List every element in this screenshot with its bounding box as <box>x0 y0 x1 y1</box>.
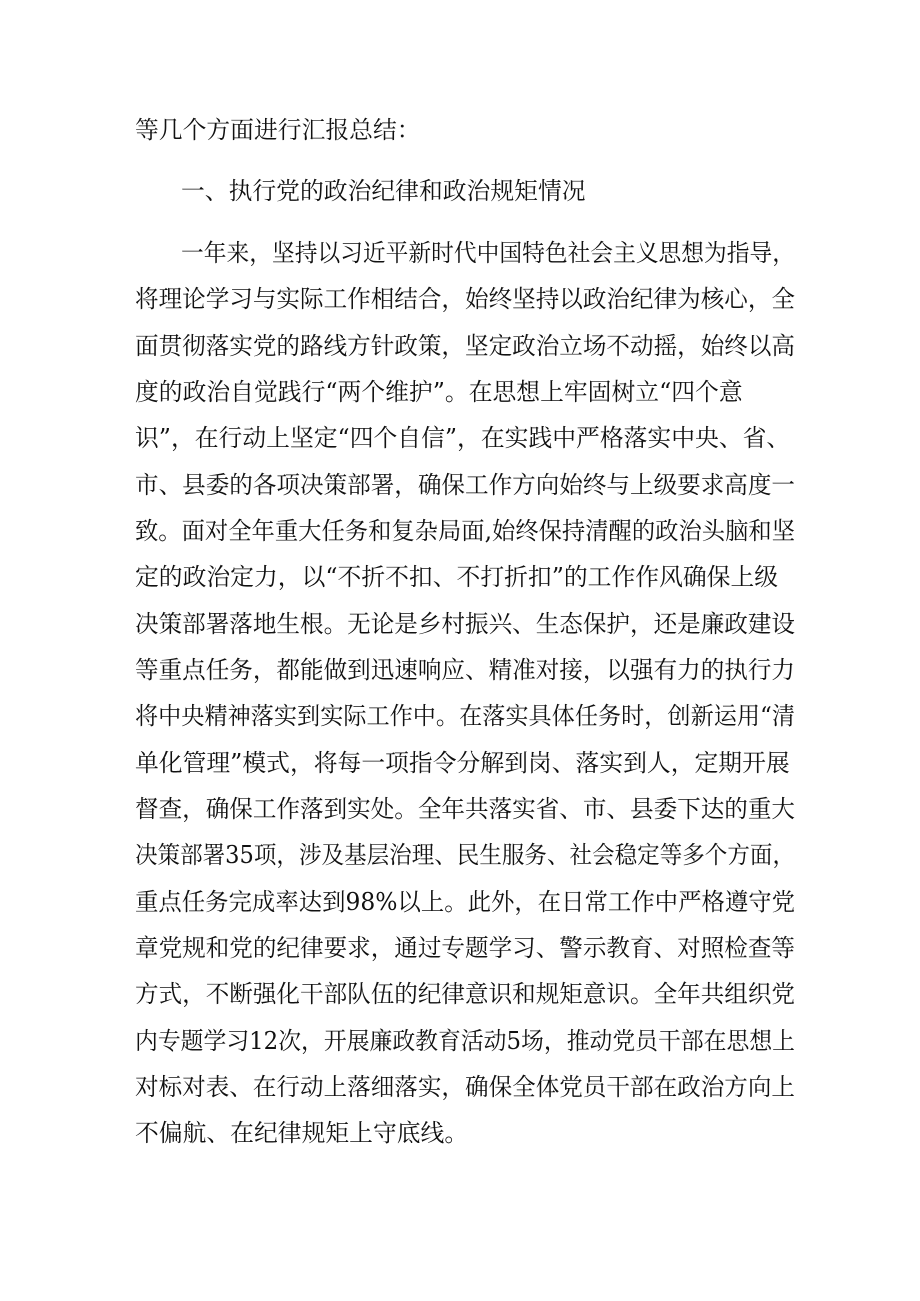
text-line-content: 内专题学习12次，开展廉政教育活动5场，推动党员干部在思想上 <box>135 1027 795 1055</box>
text-line <box>0 647 920 693</box>
text-line <box>0 879 920 925</box>
text-line <box>0 554 920 600</box>
section-heading <box>0 168 920 214</box>
text-line-content: 督查，确保工作落到实处。全年共落实省、市、县委下达的重大 <box>135 795 795 823</box>
text-line <box>0 971 920 1017</box>
text-line-content: 将中央精神落实到实际工作中。在落实具体任务时，创新运用“清 <box>135 702 795 730</box>
section-heading-text: 一、执行党的政治纪律和政治规矩情况 <box>181 177 586 205</box>
paragraph-first-line <box>0 230 920 276</box>
text-line <box>0 369 920 415</box>
text-line-content: 度的政治自觉践行“两个维护”。在思想上牢固树立“四个意 <box>135 378 743 406</box>
text-line <box>0 925 920 971</box>
text-line-content: 识”，在行动上坚定“四个自信”，在实践中严格落实中央、省、 <box>135 424 791 452</box>
text-line-content: 面贯彻落实党的路线方针政策，坚定政治立场不动摇，始终以高 <box>135 332 795 360</box>
text-line-content: 致。面对全年重大任务和复杂局面,始终保持清醒的政治头脑和坚 <box>135 517 795 545</box>
text-line <box>0 832 920 878</box>
text-line-content: 方式，不断强化干部队伍的纪律意识和规矩意识。全年共组织党 <box>135 980 795 1008</box>
text-line <box>0 415 920 461</box>
text-line-content: 章党规和党的纪律要求，通过专题学习、警示教育、对照检查等 <box>135 934 795 962</box>
text-line-content: 决策部署35项，涉及基层治理、民生服务、社会稳定等多个方面， <box>135 841 795 869</box>
text-line-content: 不偏航、在纪律规矩上守底线。 <box>135 1119 469 1147</box>
text-line <box>0 1064 920 1110</box>
text-line-content: 重点任务完成率达到98%以上。此外，在日常工作中严格遵守党 <box>135 888 795 916</box>
text-line-content: 等几个方面进行汇报总结： <box>135 116 421 144</box>
text-line <box>0 1018 920 1064</box>
text-line-content: 定的政治定力，以“不折不扣、不打折扣”的工作作风确保上级 <box>135 563 779 591</box>
text-line <box>0 276 920 322</box>
text-line <box>0 693 920 739</box>
text-line <box>0 786 920 832</box>
text-line-content: 一年来，坚持以习近平新时代中国特色社会主义思想为指导， <box>181 239 795 267</box>
text-line <box>0 508 920 554</box>
text-line <box>0 462 920 508</box>
text-line-content: 单化管理”模式，将每一项指令分解到岗、落实到人，定期开展 <box>135 749 790 777</box>
text-line-content: 对标对表、在行动上落细落实，确保全体党员干部在政治方向上 <box>135 1073 795 1101</box>
text-line <box>0 601 920 647</box>
text-line-content: 决策部署落地生根。无论是乡村振兴、生态保护，还是廉政建设 <box>135 610 795 638</box>
text-line <box>0 1110 920 1156</box>
text-line-content: 等重点任务，都能做到迅速响应、精准对接，以强有力的执行力 <box>135 656 795 684</box>
text-line-content: 将理论学习与实际工作相结合，始终坚持以政治纪律为核心，全 <box>135 285 795 313</box>
text-line <box>0 107 920 153</box>
text-line <box>0 323 920 369</box>
text-line <box>0 740 920 786</box>
text-line-content: 市、县委的各项决策部署，确保工作方向始终与上级要求高度一 <box>135 471 795 499</box>
